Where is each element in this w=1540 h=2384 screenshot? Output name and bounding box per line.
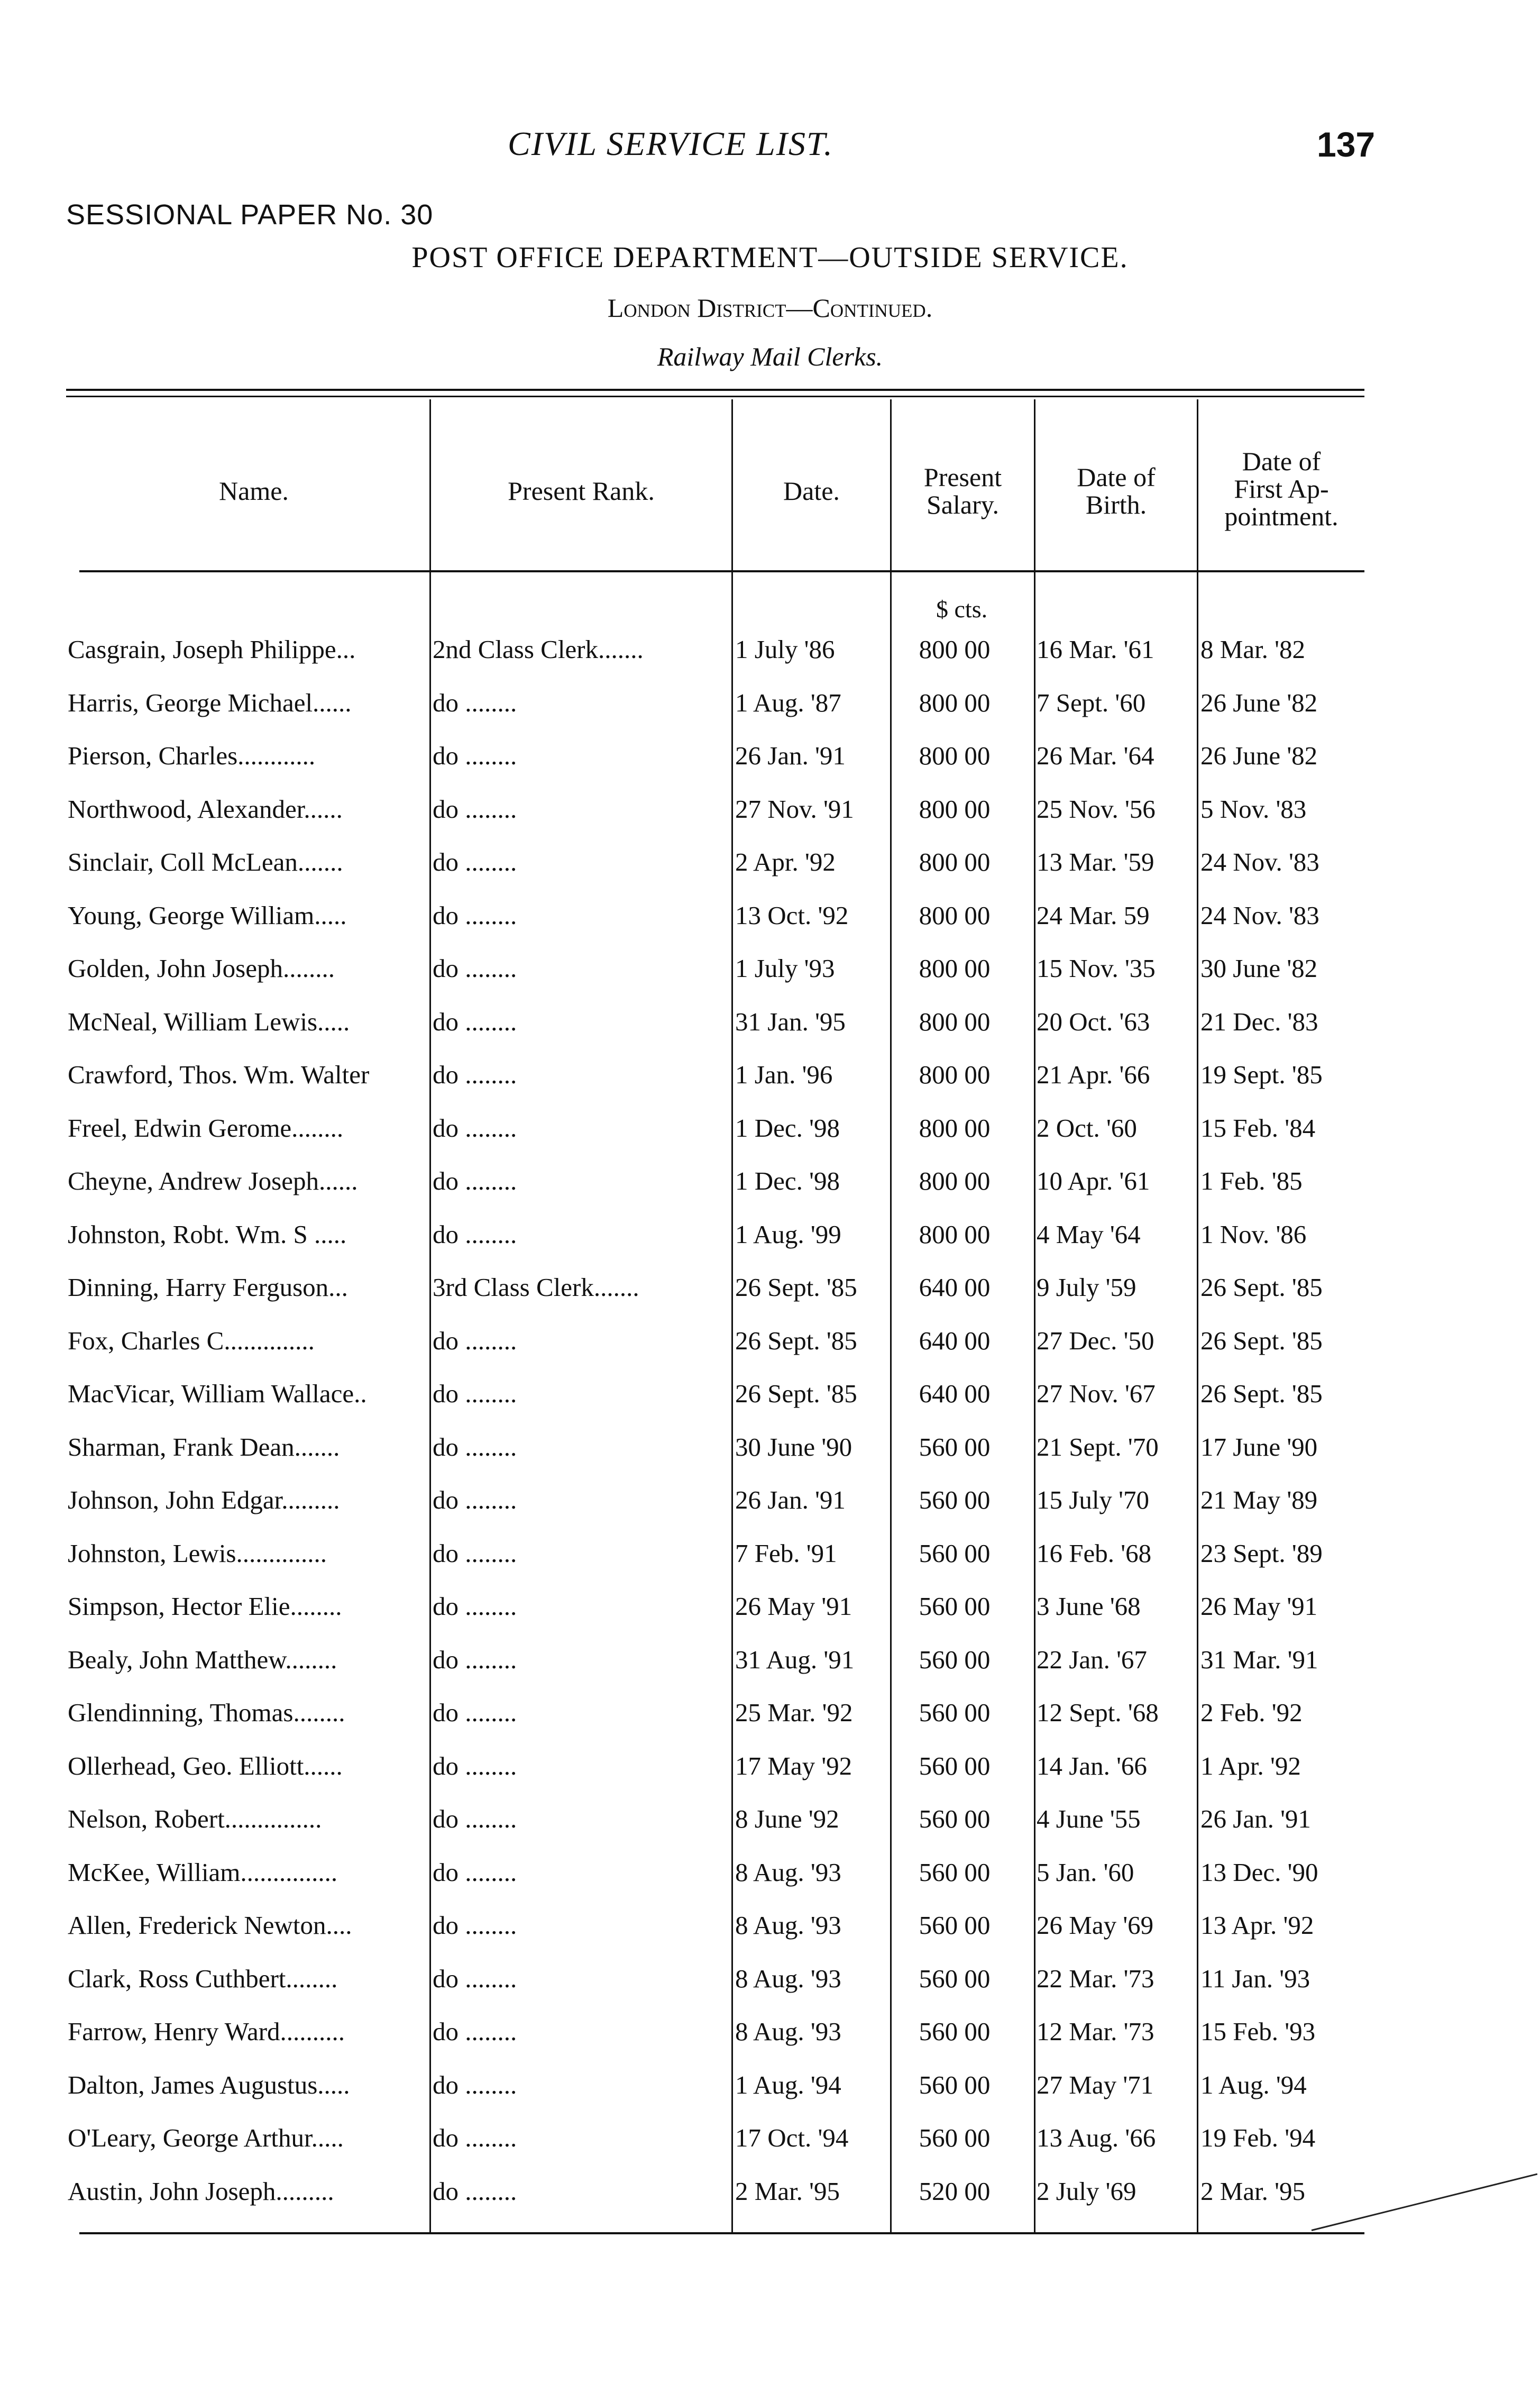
employee-name: Farrow, Henry Ward.......... xyxy=(68,2017,345,2046)
header-text: Present Rank. xyxy=(508,476,655,506)
first-appointment-date: 2 Mar. '95 xyxy=(1200,2176,1306,2206)
employee-name: Freel, Edwin Gerome........ xyxy=(68,1113,344,1143)
table-row xyxy=(0,1904,1540,1957)
present-salary: 560 00 xyxy=(919,1804,991,1833)
date-of-birth: 3 June '68 xyxy=(1037,1592,1141,1621)
table-top-rule xyxy=(66,389,1364,391)
rank-date: 17 Oct. '94 xyxy=(735,2123,849,2152)
rank-date: 26 Sept. '85 xyxy=(735,1326,857,1355)
rank-date: 27 Nov. '91 xyxy=(735,794,854,824)
present-rank: do ........ xyxy=(433,1804,517,1833)
present-rank: do ........ xyxy=(433,1751,517,1780)
first-appointment-date: 24 Nov. '83 xyxy=(1200,847,1319,876)
date-of-birth: 2 July '69 xyxy=(1037,2176,1136,2206)
table-row xyxy=(0,682,1540,735)
present-salary: 560 00 xyxy=(919,2123,991,2152)
employee-name: Pierson, Charles............ xyxy=(68,741,316,770)
present-salary: 800 00 xyxy=(919,635,991,664)
present-salary: 560 00 xyxy=(919,1857,991,1887)
first-appointment-date: 24 Nov. '83 xyxy=(1200,900,1319,930)
present-rank: 2nd Class Clerk....... xyxy=(433,635,644,664)
rank-date: 26 Sept. '85 xyxy=(735,1273,857,1302)
date-of-birth: 4 June '55 xyxy=(1037,1804,1141,1833)
header-text: First Ap- xyxy=(1234,474,1329,504)
employee-name: Golden, John Joseph........ xyxy=(68,954,335,983)
rank-date: 25 Mar. '92 xyxy=(735,1698,853,1727)
date-of-birth: 26 Mar. '64 xyxy=(1037,741,1154,770)
table-row xyxy=(0,735,1540,788)
present-rank: do ........ xyxy=(433,954,517,983)
employee-name: Fox, Charles C.............. xyxy=(68,1326,315,1355)
date-of-birth: 10 Apr. '61 xyxy=(1037,1166,1150,1195)
employee-name: Cheyne, Andrew Joseph...... xyxy=(68,1166,358,1195)
present-salary: 800 00 xyxy=(919,1060,991,1089)
table-row xyxy=(0,1054,1540,1107)
date-of-birth: 21 Apr. '66 xyxy=(1037,1060,1150,1089)
table-row xyxy=(0,1160,1540,1213)
rank-date: 1 Dec. '98 xyxy=(735,1113,840,1143)
column-header-salary xyxy=(892,463,1034,518)
table-bottom-rule xyxy=(79,2232,1364,2234)
table-row xyxy=(0,1373,1540,1426)
employee-name: Dinning, Harry Ferguson... xyxy=(68,1273,348,1302)
present-salary: 560 00 xyxy=(919,1751,991,1780)
date-of-birth: 12 Mar. '73 xyxy=(1037,2017,1154,2046)
first-appointment-date: 17 June '90 xyxy=(1200,1432,1318,1462)
date-of-birth: 4 May '64 xyxy=(1037,1219,1141,1249)
rank-date: 2 Apr. '92 xyxy=(735,847,836,876)
present-rank: do ........ xyxy=(433,1060,517,1089)
present-rank: do ........ xyxy=(433,1538,517,1568)
column-header-rank xyxy=(431,477,731,505)
header-bottom-rule xyxy=(79,570,1364,572)
section-subtitle: Railway Mail Clerks. xyxy=(657,342,883,371)
page-number: 137 xyxy=(1317,125,1376,164)
header-text: Salary. xyxy=(927,490,999,519)
rank-date: 2 Mar. '95 xyxy=(735,2176,840,2206)
rank-date: 26 Sept. '85 xyxy=(735,1379,857,1408)
present-rank: do ........ xyxy=(433,794,517,824)
rank-date: 8 Aug. '93 xyxy=(735,1911,841,1940)
date-of-birth: 22 Mar. '73 xyxy=(1037,1963,1154,1993)
table-row xyxy=(0,1532,1540,1585)
present-salary: 800 00 xyxy=(919,794,991,824)
present-rank: do ........ xyxy=(433,1432,517,1462)
present-salary: 800 00 xyxy=(919,900,991,930)
first-appointment-date: 13 Dec. '90 xyxy=(1200,1857,1318,1887)
date-of-birth: 16 Feb. '68 xyxy=(1037,1538,1152,1568)
present-salary: 800 00 xyxy=(919,1166,991,1195)
present-salary: 640 00 xyxy=(919,1273,991,1302)
first-appointment-date: 19 Feb. '94 xyxy=(1200,2123,1316,2152)
present-salary: 560 00 xyxy=(919,1432,991,1462)
table-row xyxy=(0,1958,1540,2011)
present-salary: 640 00 xyxy=(919,1326,991,1355)
employee-name: Nelson, Robert............... xyxy=(68,1804,322,1833)
table-row xyxy=(0,628,1540,681)
present-salary: 560 00 xyxy=(919,1592,991,1621)
running-title: CIVIL SERVICE LIST. xyxy=(508,125,833,162)
column-header-name xyxy=(79,477,428,505)
first-appointment-date: 1 Feb. '85 xyxy=(1200,1166,1303,1195)
present-salary: 800 00 xyxy=(919,847,991,876)
present-rank: do ........ xyxy=(433,1963,517,1993)
date-of-birth: 16 Mar. '61 xyxy=(1037,635,1154,664)
rank-date: 1 Aug. '87 xyxy=(735,688,841,717)
employee-name: Crawford, Thos. Wm. Walter xyxy=(68,1060,370,1089)
table-row xyxy=(0,841,1540,894)
first-appointment-date: 13 Apr. '92 xyxy=(1200,1911,1314,1940)
present-rank: do ........ xyxy=(433,1379,517,1408)
date-of-birth: 26 May '69 xyxy=(1037,1911,1154,1940)
table-row xyxy=(0,2011,1540,2063)
employee-name: Sinclair, Coll McLean....... xyxy=(68,847,343,876)
present-salary: 640 00 xyxy=(919,1379,991,1408)
first-appointment-date: 23 Sept. '89 xyxy=(1200,1538,1323,1568)
first-appointment-date: 26 Sept. '85 xyxy=(1200,1326,1323,1355)
rank-date: 8 June '92 xyxy=(735,1804,839,1833)
present-salary: 560 00 xyxy=(919,1538,991,1568)
currency-unit-label: $ cts. xyxy=(936,596,988,623)
employee-name: Dalton, James Augustus..... xyxy=(68,2070,350,2099)
first-appointment-date: 26 May '91 xyxy=(1200,1592,1318,1621)
table-top-rule-2 xyxy=(66,396,1364,397)
table-row xyxy=(0,1320,1540,1373)
present-salary: 800 00 xyxy=(919,688,991,717)
column-header-birth xyxy=(1035,463,1197,518)
rank-date: 8 Aug. '93 xyxy=(735,1857,841,1887)
present-salary: 560 00 xyxy=(919,1485,991,1514)
first-appointment-date: 1 Apr. '92 xyxy=(1200,1751,1301,1780)
rank-date: 1 Aug. '94 xyxy=(735,2070,841,2099)
table-row xyxy=(0,1692,1540,1744)
rank-date: 1 Jan. '96 xyxy=(735,1060,833,1089)
date-of-birth: 25 Nov. '56 xyxy=(1037,794,1156,824)
date-of-birth: 27 Nov. '67 xyxy=(1037,1379,1156,1408)
first-appointment-date: 11 Jan. '93 xyxy=(1200,1963,1310,1993)
rank-date: 26 Jan. '91 xyxy=(735,741,846,770)
date-of-birth: 27 May '71 xyxy=(1037,2070,1154,2099)
table-row xyxy=(0,894,1540,947)
first-appointment-date: 1 Aug. '94 xyxy=(1200,2070,1307,2099)
employee-name: Harris, George Michael...... xyxy=(68,688,352,717)
present-rank: do ........ xyxy=(433,1698,517,1727)
present-rank: do ........ xyxy=(433,1326,517,1355)
employee-name: O'Leary, George Arthur..... xyxy=(68,2123,344,2152)
header-text: pointment. xyxy=(1224,501,1339,531)
first-appointment-date: 26 Sept. '85 xyxy=(1200,1273,1323,1302)
present-salary: 560 00 xyxy=(919,2070,991,2099)
present-salary: 800 00 xyxy=(919,1007,991,1036)
date-of-birth: 15 Nov. '35 xyxy=(1037,954,1156,983)
first-appointment-date: 26 June '82 xyxy=(1200,688,1318,717)
employee-name: Johnson, John Edgar......... xyxy=(68,1485,340,1514)
present-rank: do ........ xyxy=(433,847,517,876)
employee-name: Glendinning, Thomas........ xyxy=(68,1698,345,1727)
district-title: London District—Continued. xyxy=(607,293,933,323)
first-appointment-date: 26 June '82 xyxy=(1200,741,1318,770)
present-rank: do ........ xyxy=(433,1113,517,1143)
present-rank: do ........ xyxy=(433,1166,517,1195)
date-of-birth: 5 Jan. '60 xyxy=(1037,1857,1134,1887)
present-salary: 800 00 xyxy=(919,1219,991,1249)
first-appointment-date: 8 Mar. '82 xyxy=(1200,635,1306,664)
present-rank: do ........ xyxy=(433,2017,517,2046)
sessional-paper-label: SESSIONAL PAPER No. 30 xyxy=(66,199,434,231)
present-rank: 3rd Class Clerk....... xyxy=(433,1273,639,1302)
date-of-birth: 12 Sept. '68 xyxy=(1037,1698,1159,1727)
employee-name: Northwood, Alexander...... xyxy=(68,794,343,824)
table-row xyxy=(0,1266,1540,1319)
present-salary: 560 00 xyxy=(919,1963,991,1993)
employee-name: Casgrain, Joseph Philippe... xyxy=(68,635,356,664)
first-appointment-date: 5 Nov. '83 xyxy=(1200,794,1307,824)
table-row xyxy=(0,1851,1540,1904)
header-text: Name. xyxy=(219,476,289,506)
table-row xyxy=(0,1213,1540,1266)
table-row xyxy=(0,1798,1540,1851)
employee-name: Allen, Frederick Newton.... xyxy=(68,1911,352,1940)
date-of-birth: 24 Mar. 59 xyxy=(1037,900,1150,930)
rank-date: 30 June '90 xyxy=(735,1432,852,1462)
date-of-birth: 14 Jan. '66 xyxy=(1037,1751,1147,1780)
first-appointment-date: 30 June '82 xyxy=(1200,954,1318,983)
rank-date: 7 Feb. '91 xyxy=(735,1538,837,1568)
present-salary: 560 00 xyxy=(919,2017,991,2046)
employee-name: Clark, Ross Cuthbert........ xyxy=(68,1963,338,1993)
present-salary: 800 00 xyxy=(919,741,991,770)
present-rank: do ........ xyxy=(433,2176,517,2206)
date-of-birth: 22 Jan. '67 xyxy=(1037,1645,1147,1674)
employee-name: Austin, John Joseph......... xyxy=(68,2176,334,2206)
present-rank: do ........ xyxy=(433,1219,517,1249)
present-rank: do ........ xyxy=(433,1007,517,1036)
present-salary: 560 00 xyxy=(919,1911,991,1940)
first-appointment-date: 21 May '89 xyxy=(1200,1485,1318,1514)
employee-name: Simpson, Hector Elie........ xyxy=(68,1592,342,1621)
department-title: POST OFFICE DEPARTMENT—OUTSIDE SERVICE. xyxy=(411,241,1129,274)
present-salary: 560 00 xyxy=(919,1698,991,1727)
present-salary: 800 00 xyxy=(919,954,991,983)
header-text: Date of xyxy=(1077,462,1156,492)
present-rank: do ........ xyxy=(433,688,517,717)
present-rank: do ........ xyxy=(433,741,517,770)
rank-date: 31 Aug. '91 xyxy=(735,1645,855,1674)
rank-date: 8 Aug. '93 xyxy=(735,1963,841,1993)
table-row xyxy=(0,2064,1540,2117)
header-text: Date of xyxy=(1242,446,1321,476)
employee-name: Johnston, Lewis.............. xyxy=(68,1538,327,1568)
present-rank: do ........ xyxy=(433,1911,517,1940)
rank-date: 17 May '92 xyxy=(735,1751,852,1780)
first-appointment-date: 15 Feb. '84 xyxy=(1200,1113,1316,1143)
date-of-birth: 21 Sept. '70 xyxy=(1037,1432,1159,1462)
employee-name: Sharman, Frank Dean....... xyxy=(68,1432,340,1462)
rank-date: 26 Jan. '91 xyxy=(735,1485,846,1514)
table-row xyxy=(0,1585,1540,1638)
first-appointment-date: 1 Nov. '86 xyxy=(1200,1219,1307,1249)
first-appointment-date: 15 Feb. '93 xyxy=(1200,2017,1316,2046)
header-text: Present xyxy=(923,462,1002,492)
present-rank: do ........ xyxy=(433,2123,517,2152)
table-row xyxy=(0,2117,1540,2170)
date-of-birth: 13 Aug. '66 xyxy=(1037,2123,1156,2152)
header-text: Birth. xyxy=(1085,490,1147,519)
date-of-birth: 7 Sept. '60 xyxy=(1037,688,1146,717)
date-of-birth: 13 Mar. '59 xyxy=(1037,847,1154,876)
present-rank: do ........ xyxy=(433,900,517,930)
first-appointment-date: 31 Mar. '91 xyxy=(1200,1645,1318,1674)
present-rank: do ........ xyxy=(433,1592,517,1621)
employee-name: McNeal, William Lewis..... xyxy=(68,1007,350,1036)
table-row xyxy=(0,1107,1540,1160)
table-row xyxy=(0,1426,1540,1479)
date-of-birth: 20 Oct. '63 xyxy=(1037,1007,1150,1036)
column-header-first-appointment xyxy=(1198,447,1364,530)
table-row xyxy=(0,1745,1540,1798)
first-appointment-date: 19 Sept. '85 xyxy=(1200,1060,1323,1089)
rank-date: 13 Oct. '92 xyxy=(735,900,849,930)
present-rank: do ........ xyxy=(433,1645,517,1674)
rank-date: 31 Jan. '95 xyxy=(735,1007,846,1036)
column-header-date xyxy=(733,477,890,505)
present-rank: do ........ xyxy=(433,1857,517,1887)
employee-name: MacVicar, William Wallace.. xyxy=(68,1379,367,1408)
date-of-birth: 9 July '59 xyxy=(1037,1273,1136,1302)
first-appointment-date: 2 Feb. '92 xyxy=(1200,1698,1303,1727)
employee-name: Ollerhead, Geo. Elliott...... xyxy=(68,1751,343,1780)
first-appointment-date: 21 Dec. '83 xyxy=(1200,1007,1318,1036)
present-salary: 520 00 xyxy=(919,2176,991,2206)
rank-date: 1 Dec. '98 xyxy=(735,1166,840,1195)
employee-name: Johnston, Robt. Wm. S ..... xyxy=(68,1219,347,1249)
header-text: Date. xyxy=(783,476,840,506)
table-row xyxy=(0,788,1540,841)
table-row xyxy=(0,1639,1540,1692)
employee-name: Young, George William..... xyxy=(68,900,347,930)
rank-date: 1 July '86 xyxy=(735,635,835,664)
rank-date: 26 May '91 xyxy=(735,1592,852,1621)
first-appointment-date: 26 Sept. '85 xyxy=(1200,1379,1323,1408)
employee-name: Bealy, John Matthew........ xyxy=(68,1645,337,1674)
table-row xyxy=(0,1001,1540,1054)
table-row xyxy=(0,2170,1540,2223)
employee-name: McKee, William............... xyxy=(68,1857,338,1887)
present-rank: do ........ xyxy=(433,1485,517,1514)
present-salary: 560 00 xyxy=(919,1645,991,1674)
present-salary: 800 00 xyxy=(919,1113,991,1143)
rank-date: 1 July '93 xyxy=(735,954,835,983)
date-of-birth: 2 Oct. '60 xyxy=(1037,1113,1137,1143)
rank-date: 8 Aug. '93 xyxy=(735,2017,841,2046)
first-appointment-date: 26 Jan. '91 xyxy=(1200,1804,1311,1833)
date-of-birth: 27 Dec. '50 xyxy=(1037,1326,1154,1355)
rank-date: 1 Aug. '99 xyxy=(735,1219,841,1249)
table-row xyxy=(0,1479,1540,1532)
table-row xyxy=(0,947,1540,1000)
present-rank: do ........ xyxy=(433,2070,517,2099)
date-of-birth: 15 July '70 xyxy=(1037,1485,1150,1514)
